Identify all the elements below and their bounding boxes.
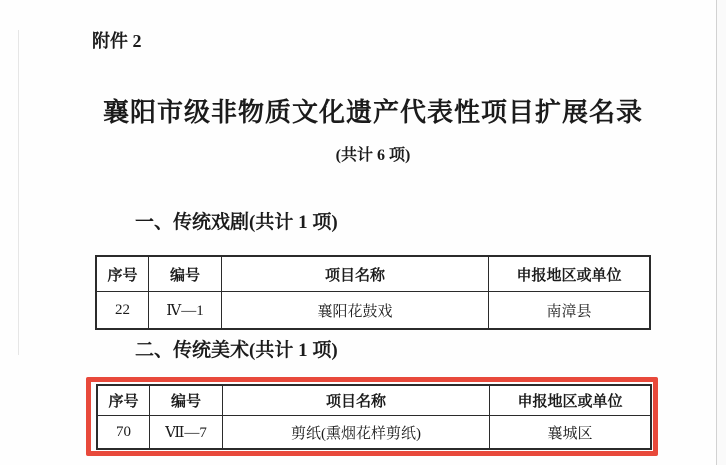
table-traditional-art: [96, 384, 652, 450]
table-header-cell: 项目名称: [222, 257, 489, 292]
table-cell-region: 南漳县: [546, 303, 592, 320]
document-subtitle: (共计 6 项): [335, 147, 411, 164]
table-header-cell: 项目名称: [223, 386, 490, 416]
page-edge-line-left: [18, 30, 19, 355]
page-edge-line-right: [716, 0, 717, 465]
section-heading-traditional-drama: 一、传统戏剧(共计 1 项): [135, 212, 338, 233]
table-cell-region: 襄城区: [547, 425, 593, 442]
table-cell-code: Ⅶ—7: [150, 416, 223, 448]
document-title: 襄阳市级非物质文化遗产代表性项目扩展名录: [102, 98, 643, 127]
section-heading-traditional-art: 二、传统美术(共计 1 项): [135, 340, 338, 361]
table-cell-serial: 70: [98, 416, 150, 448]
table-cell-code: Ⅳ—1: [149, 292, 222, 328]
table-header-cell: 编号: [150, 386, 223, 416]
table-header-cell: 申报地区或单位: [490, 386, 650, 416]
table-traditional-drama: [95, 255, 651, 330]
table-header-cell: 申报地区或单位: [489, 257, 649, 292]
page-margin-right: [717, 0, 726, 465]
table-cell-project-name: 襄阳花鼓戏: [222, 292, 489, 328]
attachment-label: 附件 2: [92, 31, 142, 51]
table-cell-serial: 22: [97, 292, 149, 328]
table-header-cell: 序号: [97, 257, 149, 292]
table-header-cell: 编号: [149, 257, 222, 292]
table-header-cell: 序号: [98, 386, 150, 416]
table-cell-project-name: 剪纸(熏烟花样剪纸): [223, 416, 490, 448]
